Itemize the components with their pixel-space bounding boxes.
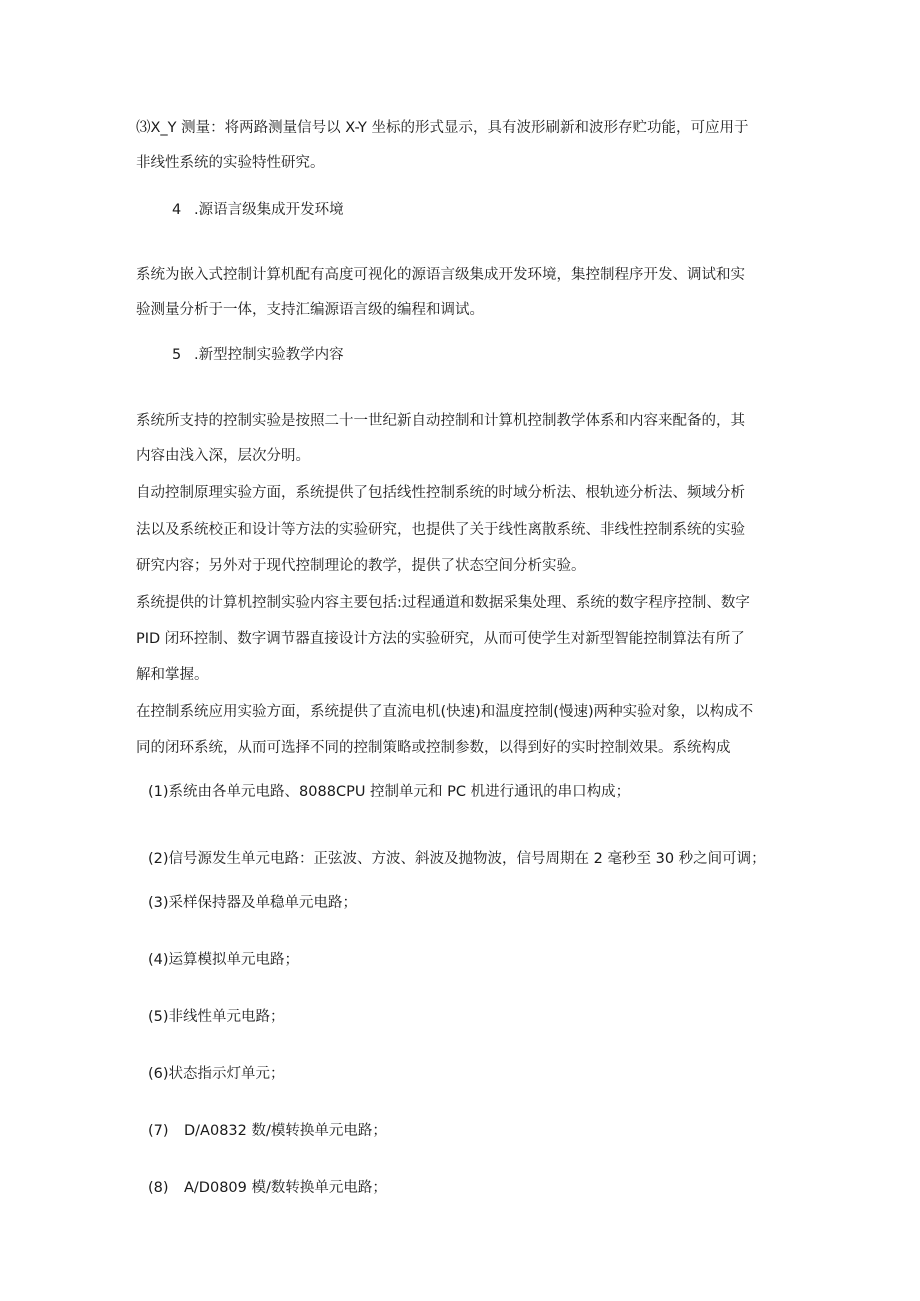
para-app-line-2: 同的闭环系统，从而可选择不同的控制策略或控制参数，以得到好的实时控制效果。系统构成 — [136, 740, 731, 756]
list-item-6 — [148, 1064, 285, 1084]
para-env-line-2: 验测量分析于一体，支持汇编源语言级的编程和调试。 — [136, 302, 484, 318]
list-item-4 — [148, 950, 299, 970]
para-support-line-2: 内容由浅入深，层次分明。 — [136, 448, 310, 464]
list-number: (8) — [148, 1180, 169, 1196]
heading-number: 4 — [172, 202, 182, 218]
section-heading-5 — [172, 345, 344, 365]
para-xy-line-2: 非线性系统的实验特性研究。 — [136, 155, 325, 171]
list-number: (1) — [148, 784, 169, 800]
para-app-line-1: 在控制系统应用实验方面，系统提供了直流电机(快速)和温度控制(慢速)两种实验对象，以构成不 — [136, 704, 754, 720]
list-item-2 — [148, 849, 766, 869]
list-number: (3) — [148, 895, 169, 911]
list-number: (5) — [148, 1009, 169, 1025]
list-number: (2) — [148, 851, 169, 867]
list-text: 状态指示灯单元； — [168, 1066, 285, 1082]
list-text: A/D0809 模/数转换单元电路； — [184, 1180, 387, 1196]
heading-text: .新型控制实验教学内容 — [194, 347, 344, 363]
list-text: 信号源发生单元电路：正弦波、方波、斜波及抛物波，信号周期在 2 毫秒至 30 秒之间可调； — [168, 851, 766, 867]
para-xy-line-1 — [136, 118, 748, 138]
para-computer-line-3: 解和掌握。 — [136, 667, 209, 683]
list-number: (6) — [148, 1066, 169, 1082]
list-item-1 — [148, 782, 630, 802]
para-auto-line-2: 法以及系统校正和设计等方法的实验研究，也提供了关于线性离散系统、非线性控制系统的实验 — [136, 522, 745, 538]
heading-text: .源语言级集成开发环境 — [194, 202, 344, 218]
list-item-5 — [148, 1007, 285, 1027]
para-auto-line-3: 研究内容；另外对于现代控制理论的教学，提供了状态空间分析实验。 — [136, 558, 586, 574]
para-env-line-1: 系统为嵌入式控制计算机配有高度可视化的源语言级集成开发环境，集控制程序开发、调试和实 — [136, 267, 745, 283]
heading-number: 5 — [172, 347, 182, 363]
para-xy-text: X_Y 测量：将两路测量信号以 X-Y 坐标的形式显示，具有波形刷新和波形存贮功能，可应用于 — [150, 120, 749, 136]
list-item-8 — [148, 1178, 387, 1198]
list-text: D/A0832 数/模转换单元电路； — [184, 1123, 387, 1139]
para-computer-line-2: PID 闭环控制、数字调节器直接设计方法的实验研究，从而可使学生对新型智能控制算法有所了 — [136, 631, 745, 647]
section-heading-4 — [172, 200, 344, 220]
list-text: 非线性单元电路； — [168, 1009, 285, 1025]
list-text: 系统由各单元电路、8088CPU 控制单元和 PC 机进行通讯的串口构成； — [168, 784, 631, 800]
list-number: (4) — [148, 952, 169, 968]
list-number: (7) — [148, 1123, 169, 1139]
list-marker: ⑶ — [136, 120, 151, 136]
list-text: 运算模拟单元电路； — [168, 952, 300, 968]
para-computer-line-1: 系统提供的计算机控制实验内容主要包括:过程通道和数据采集处理、系统的数字程序控制、数字 — [136, 595, 750, 611]
para-auto-line-1: 自动控制原理实验方面，系统提供了包括线性控制系统的时域分析法、根轨迹分析法、频域分析 — [136, 485, 745, 501]
list-item-3 — [148, 893, 357, 913]
list-text: 采样保持器及单稳单元电路； — [168, 895, 358, 911]
list-item-7 — [148, 1121, 387, 1141]
para-support-line-1: 系统所支持的控制实验是按照二十一世纪新自动控制和计算机控制教学体系和内容来配备的，其 — [136, 413, 745, 429]
